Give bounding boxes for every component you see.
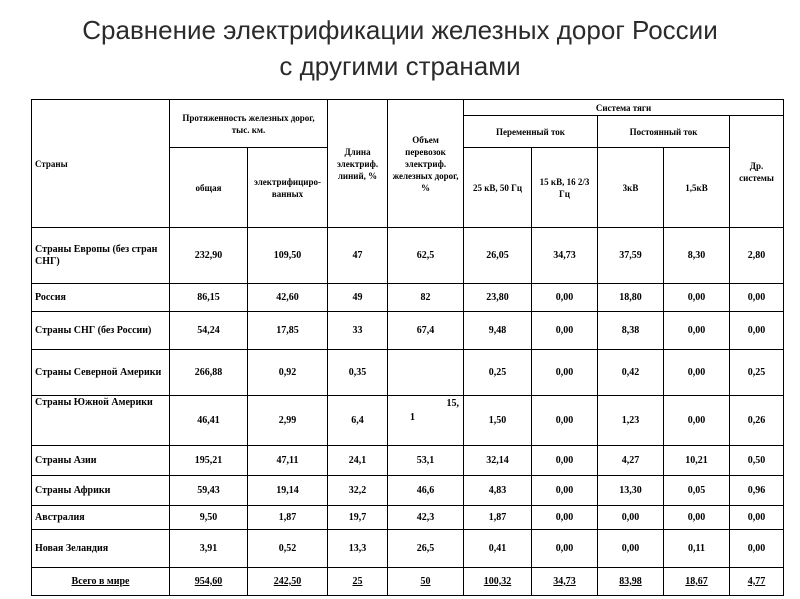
cell-dc2: 0,00 — [664, 396, 730, 446]
cell-dc2: 8,30 — [664, 228, 730, 284]
cell-ac1: 4,83 — [464, 476, 532, 506]
cell-share-volume: 62,5 — [388, 228, 464, 284]
cell-ac1: 0,25 — [464, 350, 532, 396]
header-length: Протяженность железных дорог, тыс. км. — [170, 100, 328, 148]
table-row — [32, 228, 784, 284]
cell-ac1: 26,05 — [464, 228, 532, 284]
cell-other: 0,00 — [730, 284, 784, 312]
share-volume-part-a: 15, — [446, 398, 460, 409]
cell-share-length: 0,35 — [328, 350, 388, 396]
cell-other: 0,00 — [730, 506, 784, 530]
table-row — [32, 530, 784, 568]
cell-total: 59,43 — [170, 476, 248, 506]
total-cell-dc2: 18,67 — [664, 568, 730, 596]
cell-ac2: 0,00 — [532, 396, 598, 446]
header-share-length: Длина электриф. линий, % — [328, 100, 388, 228]
header-share-volume: Объем перевозок электриф. железных дорог, % — [388, 100, 464, 228]
cell-other: 0,25 — [730, 350, 784, 396]
cell-share-length: 33 — [328, 312, 388, 350]
header-dc: Постоянный ток — [598, 116, 730, 148]
cell-dc1: 37,59 — [598, 228, 664, 284]
row-name: Новая Зеландия — [32, 530, 170, 568]
cell-ac2: 0,00 — [532, 350, 598, 396]
row-name: Страны Европы (без стран СНГ) — [32, 228, 170, 284]
header-other: Др. системы — [730, 116, 784, 228]
cell-dc1: 0,00 — [598, 506, 664, 530]
row-name: Страны СНГ (без России) — [32, 312, 170, 350]
header-traction: Система тяги — [464, 100, 784, 116]
cell-other: 0,00 — [730, 312, 784, 350]
cell-dc2: 0,05 — [664, 476, 730, 506]
total-cell-share-volume: 50 — [388, 568, 464, 596]
cell-dc1: 1,23 — [598, 396, 664, 446]
table-row — [32, 446, 784, 476]
cell-ac2: 0,00 — [532, 312, 598, 350]
cell-ac2: 34,73 — [532, 228, 598, 284]
total-cell-other: 4,77 — [730, 568, 784, 596]
row-name: Австралия — [32, 506, 170, 530]
header-dc1: 3кВ — [598, 148, 664, 228]
cell-electrified: 17,85 — [248, 312, 328, 350]
cell-share-volume: 82 — [388, 284, 464, 312]
cell-ac2: 0,00 — [532, 506, 598, 530]
cell-other: 0,00 — [730, 530, 784, 568]
table-row — [32, 396, 784, 446]
total-cell-ac1: 100,32 — [464, 568, 532, 596]
cell-ac2: 0,00 — [532, 284, 598, 312]
total-row — [32, 568, 784, 596]
cell-dc1: 18,80 — [598, 284, 664, 312]
cell-share-length: 13,3 — [328, 530, 388, 568]
row-name: Страны Северной Америки — [32, 350, 170, 396]
total-name: Всего в мире — [32, 568, 170, 596]
cell-total: 86,15 — [170, 284, 248, 312]
header-ac2: 15 кВ, 16 2/3 Гц — [532, 148, 598, 228]
header-total: общая — [170, 148, 248, 228]
cell-total: 46,41 — [170, 396, 248, 446]
title-line-2: с другими странами — [279, 51, 521, 81]
electrification-table — [31, 99, 784, 596]
cell-total: 266,88 — [170, 350, 248, 396]
cell-dc2: 0,00 — [664, 506, 730, 530]
total-cell-total: 954,60 — [170, 568, 248, 596]
cell-total: 9,50 — [170, 506, 248, 530]
cell-other: 0,50 — [730, 446, 784, 476]
cell-electrified: 2,99 — [248, 396, 328, 446]
table-row — [32, 284, 784, 312]
total-cell-dc1: 83,98 — [598, 568, 664, 596]
cell-ac1: 1,50 — [464, 396, 532, 446]
cell-ac1: 1,87 — [464, 506, 532, 530]
cell-ac2: 0,00 — [532, 446, 598, 476]
table-row — [32, 506, 784, 530]
cell-share-length: 49 — [328, 284, 388, 312]
row-name: Страны Азии — [32, 446, 170, 476]
header-dc2: 1,5кВ — [664, 148, 730, 228]
header-electrified: электрифициро-ванных — [248, 148, 328, 228]
cell-dc1: 4,27 — [598, 446, 664, 476]
cell-ac1: 9,48 — [464, 312, 532, 350]
cell-dc2: 0,00 — [664, 350, 730, 396]
cell-dc1: 0,42 — [598, 350, 664, 396]
cell-electrified: 42,60 — [248, 284, 328, 312]
cell-electrified: 0,92 — [248, 350, 328, 396]
table-row — [32, 312, 784, 350]
row-name: Страны Южной Америки — [32, 396, 170, 446]
cell-share-length: 47 — [328, 228, 388, 284]
header-ac1: 25 кВ, 50 Гц — [464, 148, 532, 228]
cell-other: 0,26 — [730, 396, 784, 446]
total-cell-share-length: 25 — [328, 568, 388, 596]
cell-share-length: 24,1 — [328, 446, 388, 476]
cell-other: 2,80 — [730, 228, 784, 284]
cell-total: 232,90 — [170, 228, 248, 284]
cell-electrified: 0,52 — [248, 530, 328, 568]
cell-total: 54,24 — [170, 312, 248, 350]
cell-share-volume — [388, 350, 464, 396]
total-cell-ac2: 34,73 — [532, 568, 598, 596]
cell-dc2: 0,00 — [664, 312, 730, 350]
cell-ac1: 23,80 — [464, 284, 532, 312]
cell-dc1: 8,38 — [598, 312, 664, 350]
cell-electrified: 47,11 — [248, 446, 328, 476]
header-ac: Переменный ток — [464, 116, 598, 148]
table-row — [32, 476, 784, 506]
title-line-1: Сравнение электрификации железных дорог России — [82, 15, 718, 45]
row-name: Страны Африки — [32, 476, 170, 506]
cell-electrified: 1,87 — [248, 506, 328, 530]
cell-share-volume — [388, 396, 464, 446]
header-countries: Страны — [32, 100, 170, 228]
cell-ac2: 0,00 — [532, 476, 598, 506]
table-row — [32, 350, 784, 396]
cell-electrified: 19,14 — [248, 476, 328, 506]
cell-share-volume: 46,6 — [388, 476, 464, 506]
slide-title — [0, 12, 800, 84]
cell-dc2: 10,21 — [664, 446, 730, 476]
cell-total: 195,21 — [170, 446, 248, 476]
share-volume-part-b: 1 — [410, 412, 416, 423]
total-cell-electrified: 242,50 — [248, 568, 328, 596]
cell-share-length: 6,4 — [328, 396, 388, 446]
cell-ac2: 0,00 — [532, 530, 598, 568]
cell-share-volume: 53,1 — [388, 446, 464, 476]
cell-ac1: 32,14 — [464, 446, 532, 476]
cell-electrified: 109,50 — [248, 228, 328, 284]
cell-share-length: 32,2 — [328, 476, 388, 506]
cell-share-volume: 67,4 — [388, 312, 464, 350]
cell-share-length: 19,7 — [328, 506, 388, 530]
cell-dc1: 13,30 — [598, 476, 664, 506]
cell-share-volume: 42,3 — [388, 506, 464, 530]
cell-dc2: 0,00 — [664, 284, 730, 312]
cell-share-volume: 26,5 — [388, 530, 464, 568]
cell-dc2: 0,11 — [664, 530, 730, 568]
row-name: Россия — [32, 284, 170, 312]
cell-total: 3,91 — [170, 530, 248, 568]
cell-dc1: 0,00 — [598, 530, 664, 568]
cell-other: 0,96 — [730, 476, 784, 506]
cell-ac1: 0,41 — [464, 530, 532, 568]
